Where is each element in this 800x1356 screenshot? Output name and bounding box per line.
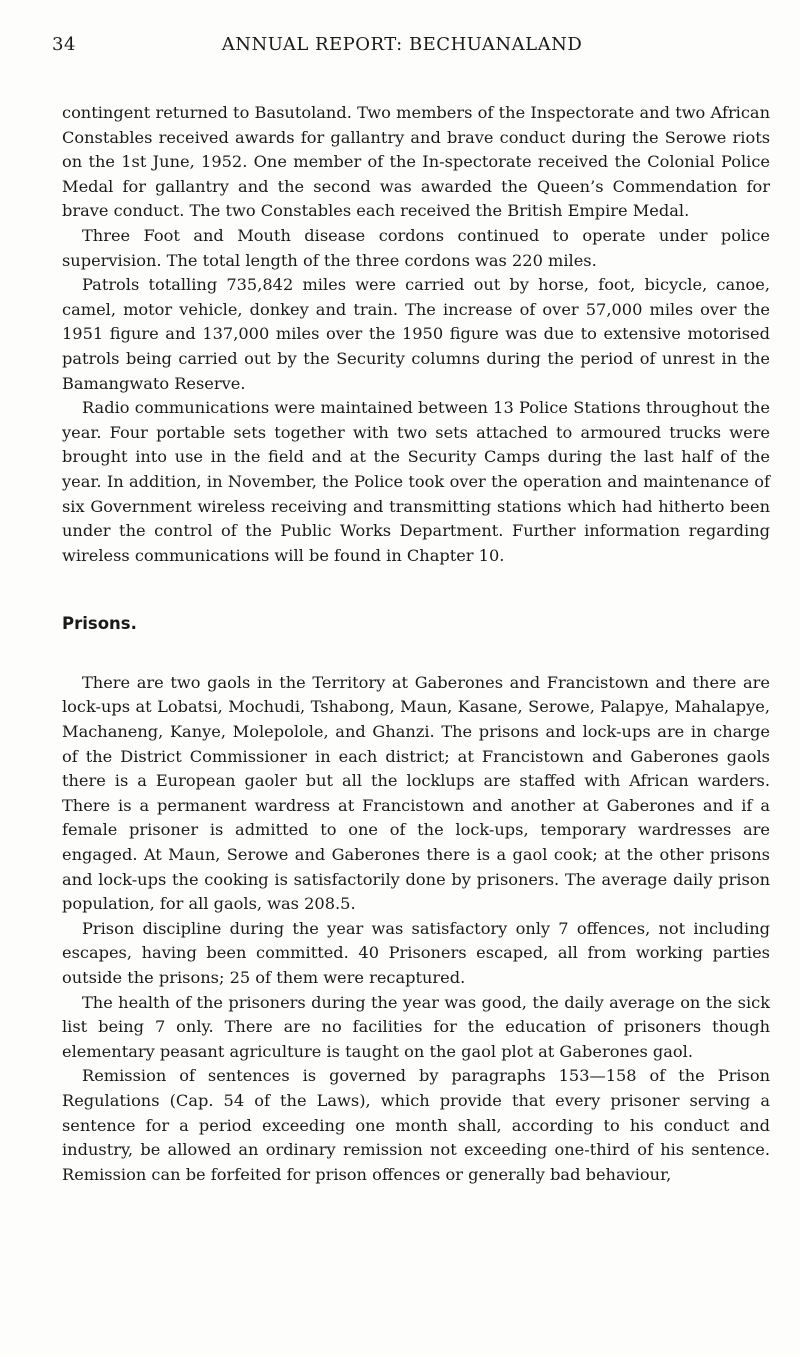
paragraph: Three Foot and Mouth disease cordons continued to operate under police supervision. The total length of the three cordons was 220 miles. xyxy=(62,225,770,270)
section-heading-prisons: Prisons. xyxy=(62,614,137,634)
running-title: ANNUAL REPORT: BECHUANALAND xyxy=(221,34,583,55)
paragraph: contingent returned to Basutoland. Two members of the Inspectorate and two African Constables received awards for gallantry and brave conduct during the Serowe riots on the 1st June, 1952. One member of the In-spectorate received the Colonial Police Medal for gallantry and the second was awarded the Queen’s Commendation for brave conduct. The two Constables each received the British Empire Medal. xyxy=(62,103,770,221)
page-number: 34 xyxy=(52,34,76,55)
running-head xyxy=(52,34,752,60)
paragraph: The health of the prisoners during the year was good, the daily average on the sick list being 7 only. There are no facilities for the education of prisoners though elementary peasant agriculture is taught on the gaol plot at Gaberones gaol. xyxy=(62,992,770,1061)
paragraph: Remission of sentences is governed by paragraphs 153—158 of the Prison Regulations (Cap. 54 of the Laws), which provide that every prisoner serving a sentence for a period exceeding one month shall, according to his conduct and industry, be allowed an ordinary remission not exceeding one-third of his sentence. Remission can be forfeited for prison offences or generally bad behaviour, xyxy=(62,1066,770,1184)
paragraph: Patrols totalling 735,842 miles were carried out by horse, foot, bicycle, canoe, camel, motor vehicle, donkey and train. The increase of over 57,000 miles over the 1951 figure and 137,000 miles over the 1950 figure was due to extensive motorised patrols being carried out by the Security columns during the period of unrest in the Bamangwato Reserve. xyxy=(62,275,770,393)
paragraph: Radio communications were maintained between 13 Police Stations throughout the year. Four portable sets together with two sets attached to armoured trucks were brought into use in the field and at the Security Camps during the last half of the year. In addition, in November, the Police took over the operation and maintenance of six Government wireless receiving and transmitting stations which had hitherto been under the control of the Public Works Department. Further information regarding wireless communications will be found in Chapter 10. xyxy=(62,398,770,565)
body-text xyxy=(62,101,770,1187)
paragraph: Prison discipline during the year was satisfactory only 7 offences, not including escapes, having been committed. 40 Prisoners escaped, all from working parties outside the prisons; 25 of them were recaptured. xyxy=(62,918,770,987)
paragraph: There are two gaols in the Territory at Gaberones and Francistown and there are lock-ups at Lobatsi, Mochudi, Tshabong, Maun, Kasane, Serowe, Palapye, Mahalapye, Machaneng, Kanye, Molepolole, and Ghanzi. The prisons and lock-ups are in charge of the District Commissioner in each district; at Francistown and Gaberones gaols there is a European gaoler but all the locklups are staffed with African warders. There is a permanent wardress at Francistown and another at Gaberones and if a female prisoner is admitted to one of the lock-ups, temporary wardresses are engaged. At Maun, Serowe and Gaberones there is a gaol cook; at the other prisons and lock-ups the cooking is satisfactorily done by prisoners. The average daily prison population, for all gaols, was 208.5. xyxy=(62,672,770,914)
